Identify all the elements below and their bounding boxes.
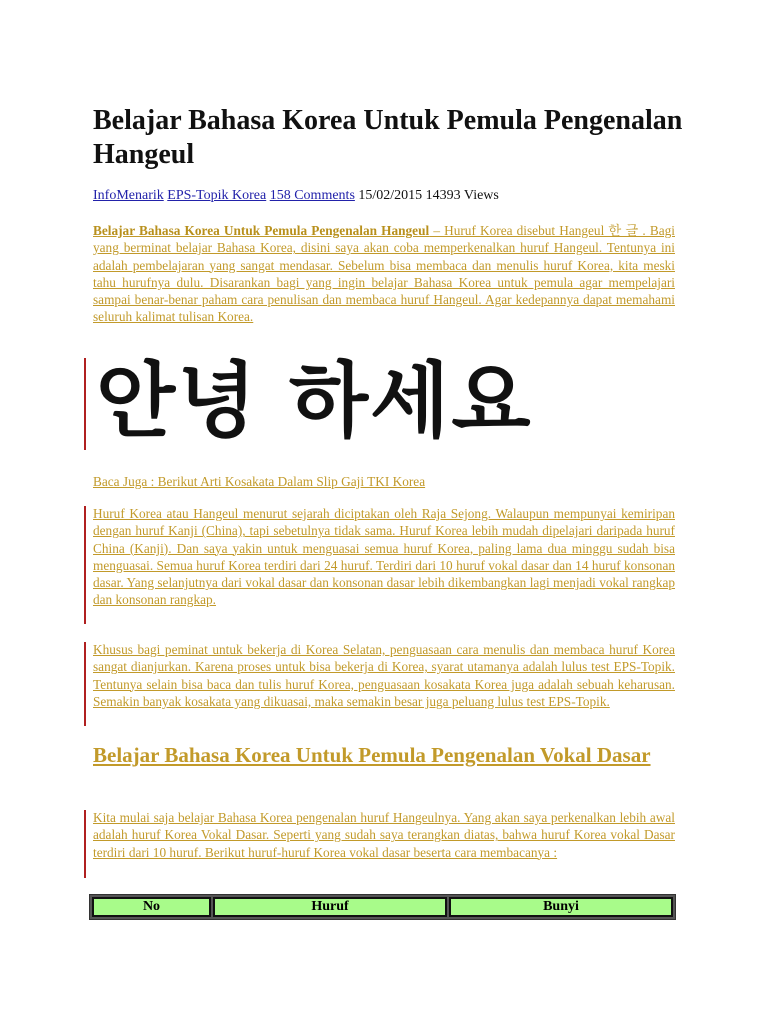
category-link[interactable]: InfoMenarik — [93, 188, 164, 203]
section-heading: Belajar Bahasa Korea Untuk Pemula Pengenalan Vokal Dasar — [93, 743, 651, 767]
header-no: No — [92, 897, 211, 917]
paragraph-border — [84, 506, 86, 624]
header-bunyi: Bunyi — [449, 897, 673, 917]
intro-paragraph — [93, 222, 675, 326]
intro-bold: Belajar Bahasa Korea Untuk Pemula Pengenalan Hangeul — [93, 223, 430, 238]
hangul-image: 안녕 하세요 — [96, 354, 533, 449]
header-huruf: Huruf — [213, 897, 447, 917]
baca-juga-link[interactable]: Baca Juga : Berikut Arti Kosakata Dalam Slip Gaji TKI Korea — [93, 474, 426, 489]
paragraph-border — [84, 810, 86, 878]
comments-link[interactable]: 158 Comments — [269, 188, 355, 203]
paragraph-3: Kita mulai saja belajar Bahasa Korea pengenalan huruf Hangeulnya. Yang akan saya perkenalkan lebih awal adalah huruf Korea Vokal Dasar. Seperti yang sudah saya terangkan diatas, bahwa huruf Korea vokal Dasar terdiri dari 10 huruf. Berikut huruf-huruf Korea vokal dasar beserta cara membacanya : — [93, 810, 675, 860]
tag-link[interactable]: EPS-Topik Korea — [167, 188, 267, 203]
page-title: Belajar Bahasa Korea Untuk Pemula Pengenalan Hangeul — [93, 105, 683, 170]
post-meta — [93, 188, 499, 204]
view-count: 14393 Views — [425, 188, 499, 203]
paragraph-border — [84, 642, 86, 726]
post-date: 15/02/2015 — [358, 188, 423, 203]
paragraph-2: Khusus bagi peminat untuk bekerja di Korea Selatan, penguasaan cara menulis dan membaca huruf Korea sangat dianjurkan. Karena proses untuk bisa bekerja di Korea, syarat utamanya adalah lulus test EPS-Topik. Tentunya selain bisa baca dan tulis huruf Korea, penguasaan kosakata Korea juga adalah sebuah keharusan. Semakin banyak kosakata yang dikuasai, maka semakin besar juga peluang lulus test EPS-Topik. — [93, 642, 675, 709]
paragraph-1: Huruf Korea atau Hangeul menurut sejarah diciptakan oleh Raja Sejong. Walaupun mempunyai kemiripan dengan huruf Kanji (China), tapi sebetulnya tidak sama. Huruf Korea lebih mudah dipelajari daripada huruf China (Kanji). Dan saya yakin untuk menguasai semua huruf Korea, paling lama dua minggu sudah bisa menguasai. Semua huruf Korea terdiri dari 24 huruf. Terdiri dari 10 huruf vokal dasar dan 14 huruf konsonan dasar. Yang selanjutnya dari vokal dasar dan konsonan dasar lebih dikembangkan lagi menjadi vokal rangkap dan konsonan rangkap. — [93, 506, 675, 608]
vowel-table — [89, 894, 676, 920]
image-border — [84, 358, 86, 450]
intro-text: – Huruf Korea disebut Hangeul 한 글 . Bagi yang berminat belajar Bahasa Korea, disini saya akan coba memperkenalkan huruf Hangeul. Tentunya ini adalah pembelajaran yang sangat mendasar. Sebelum bisa membaca dan menulis huruf Korea, kita meski tahu hurufnya dulu. Disarankan bagi yang ingin belajar Bahasa Korea untuk pemula agar mempelajari sampai benar-benar paham cara penulisan dan membaca huruf Hangeul. Agar kedepannya dapat memahami seluruh kalimat tulisan Korea. — [93, 223, 675, 325]
